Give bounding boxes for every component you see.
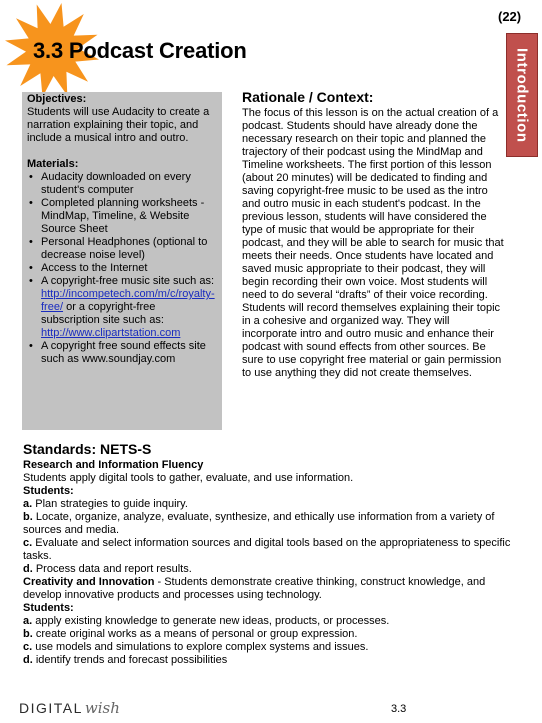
creativity-paragraph: Creativity and Innovation - Students demonstrate creative thinking, construct knowledge, and develop innovative products and processes using technology. (23, 576, 486, 601)
list-item: • A copyright-free music site such as: http://incompetech.com/m/c/royalty-free/ or a copyright-free subscription site such as: http://www.clipartstation.com (29, 275, 215, 339)
section-tab-label: Introduction (513, 47, 531, 143)
creativity-heading: Creativity and Innovation (23, 576, 155, 588)
research-heading: Research and Information Fluency (23, 459, 204, 471)
standards-heading: Standards: NETS-S (23, 441, 152, 457)
footer-page-number: 3.3 (391, 703, 407, 715)
section-tab-introduction[interactable] (506, 33, 538, 157)
materials-list (27, 171, 217, 366)
page-number: (22) (498, 9, 522, 24)
list-item: a. Plan strategies to guide inquiry. (23, 498, 188, 510)
list-item: d. Process data and report results. (23, 563, 192, 575)
rationale-heading: Rationale / Context: (242, 89, 374, 105)
objectives-text: Students will use Audacity to create a narration explaining their topic, and include a musical intro and outro. (27, 106, 210, 144)
materials-heading: Materials: (27, 158, 79, 170)
list-item: b. create original works as a means of personal or group expression. (23, 628, 358, 640)
royalty-free-music-link[interactable]: http://incompetech.com/m/c/royalty-free/ (41, 288, 215, 313)
standards-section (23, 441, 523, 667)
page-title: 3.3 Podcast Creation (33, 38, 247, 63)
list-item: b. Locate, organize, analyze, evaluate, synthesize, and ethically use information from a variety of sources and media. (23, 511, 495, 536)
list-item: • Access to the Internet (29, 262, 148, 274)
list-item: • Audacity downloaded on every student's computer (29, 171, 191, 196)
list-item: c. Evaluate and select information sources and digital tools based on the appropriateness to specific tasks. (23, 537, 511, 562)
rationale-body: The focus of this lesson is on the actual creation of a podcast. Students should have already done the necessary research on their topic and planned the trajectory of their podcast using the MindMap and Timeline worksheets. The first portion of this lesson (about 20 minutes) will be dedicated to finding and saving copyright-free music to be used as the intro and outro music in each student's podcast. In the previous lesson, students will have considered the type of music that would be appropriate for their podcast, and they will be able to search for music that meets their needs. Once students have located and saved music appropriate to their podcast, they will begin recording their own voice. Most students will need to do several “drafts” of their voice recording. Students will record themselves explaining their topic in a cohesive and organized way. They will incorporate intro and outro music and enhance their podcast with sound effects from other sources. Be sure to use copyright free material or gain permission to use anything they did not create themselves. (242, 107, 504, 379)
list-item: a. apply existing knowledge to generate new ideas, products, or processes. (23, 615, 390, 627)
list-item: • Personal Headphones (optional to decrease noise level) (29, 236, 208, 261)
objectives-heading: Objectives: (27, 93, 87, 105)
list-item: • Completed planning worksheets - MindMap, Timeline, & Website Source Sheet (29, 197, 205, 235)
students-label: Students: (23, 485, 74, 497)
digital-wish-logo: DIGITAL wish (19, 699, 120, 717)
research-text: Students apply digital tools to gather, evaluate, and use information. (23, 472, 354, 484)
list-item: • A copyright free sound effects site such as www.soundjay.com (29, 340, 206, 365)
objectives-materials-box (22, 92, 222, 430)
students-label: Students: (23, 602, 74, 614)
music-item-middle: or a copyright-free subscription site such as: (41, 301, 164, 326)
clipartstation-link[interactable]: http://www.clipartstation.com (41, 327, 181, 339)
list-item: d. identify trends and forecast possibilities (23, 654, 228, 666)
list-item: c. use models and simulations to explore complex systems and issues. (23, 641, 369, 653)
